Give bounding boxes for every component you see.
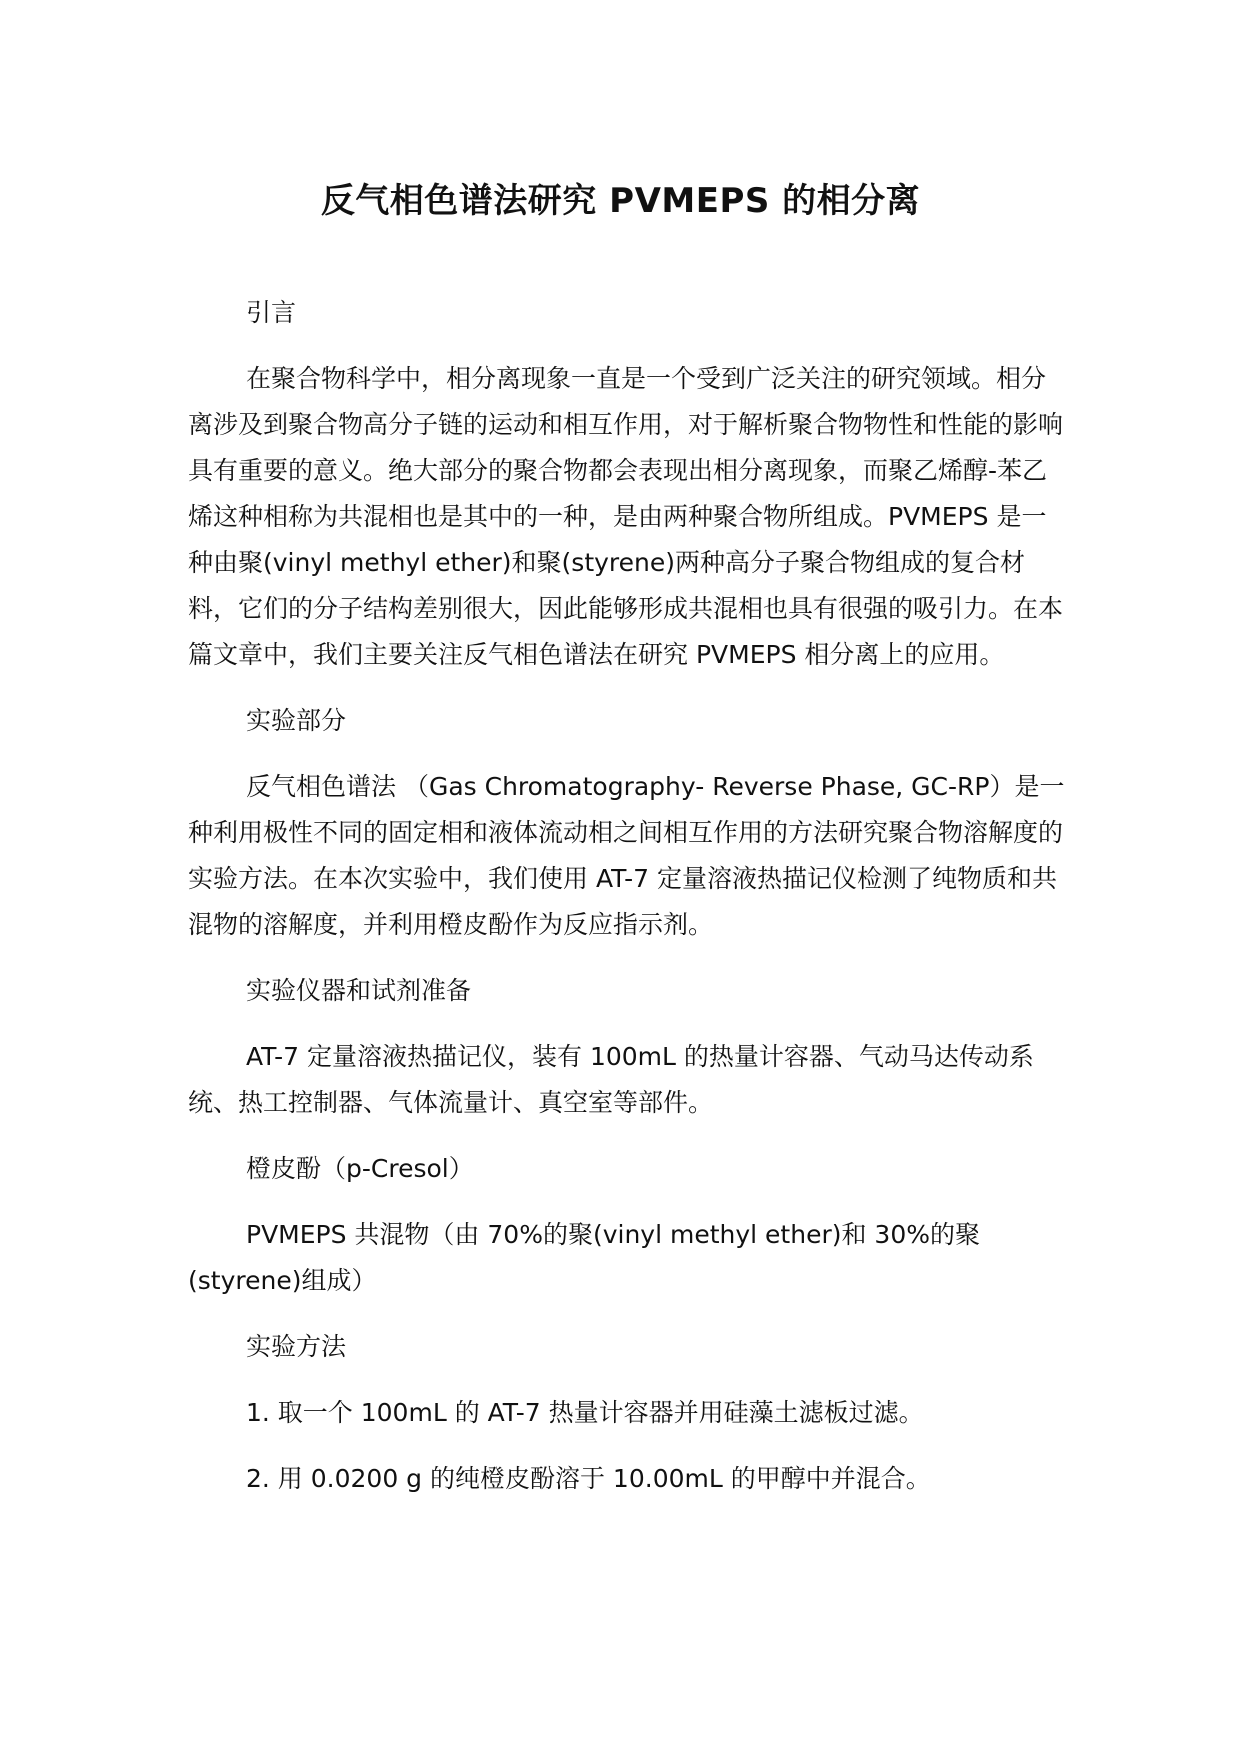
method-step-1: 1. 取一个 100mL 的 AT-7 热量计容器并用硅藻土滤板过滤。: [246, 1398, 924, 1427]
section-heading-equipment: 实验仪器和试剂准备: [246, 976, 472, 1005]
document-body: [188, 290, 1068, 1522]
section-heading-method: 实验方法: [246, 1332, 347, 1361]
reagent-item-2: PVMEPS 共混物（由 70%的聚(vinyl methyl ether)和 30%的聚(styrene)组成）: [188, 1220, 980, 1295]
document-title: 反气相色谱法研究 PVMEPS 的相分离: [320, 181, 921, 221]
method-step-2: 2. 用 0.0200 g 的纯橙皮酚溶于 10.00mL 的甲醇中并混合。: [246, 1464, 931, 1493]
intro-paragraph: 在聚合物科学中，相分离现象一直是一个受到广泛关注的研究领域。相分离涉及到聚合物高分子链的运动和相互作用，对于解析聚合物物性和性能的影响具有重要的意义。绝大部分的聚合物都会表现出相分离现象，而聚乙烯醇-苯乙烯这种相称为共混相也是其中的一种，是由两种聚合物所组成。PVMEPS 是一种由聚(vinyl methyl ether)和聚(styrene)两种高分子聚合物组成的复合材料，它们的分子结构差别很大，因此能够形成共混相也具有很强的吸引力。在本篇文章中，我们主要关注反气相色谱法在研究 PVMEPS 相分离上的应用。: [188, 364, 1064, 669]
section-heading-experiment: 实验部分: [246, 706, 347, 735]
reagent-item-1: 橙皮酚（p-Cresol）: [246, 1154, 474, 1183]
section-heading-intro: 引言: [246, 298, 297, 327]
equipment-paragraph: AT-7 定量溶液热描记仪，装有 100mL 的热量计容器、气动马达传动系统、热工控制器、气体流量计、真空室等部件。: [188, 1042, 1034, 1117]
experiment-paragraph: 反气相色谱法 （Gas Chromatography- Reverse Phase, GC-RP）是一种利用极性不同的固定相和液体流动相之间相互作用的方法研究聚合物溶解度的实验方法。在本次实验中，我们使用 AT-7 定量溶液热描记仪检测了纯物质和共混物的溶解度，并利用橙皮酚作为反应指示剂。: [188, 772, 1065, 939]
